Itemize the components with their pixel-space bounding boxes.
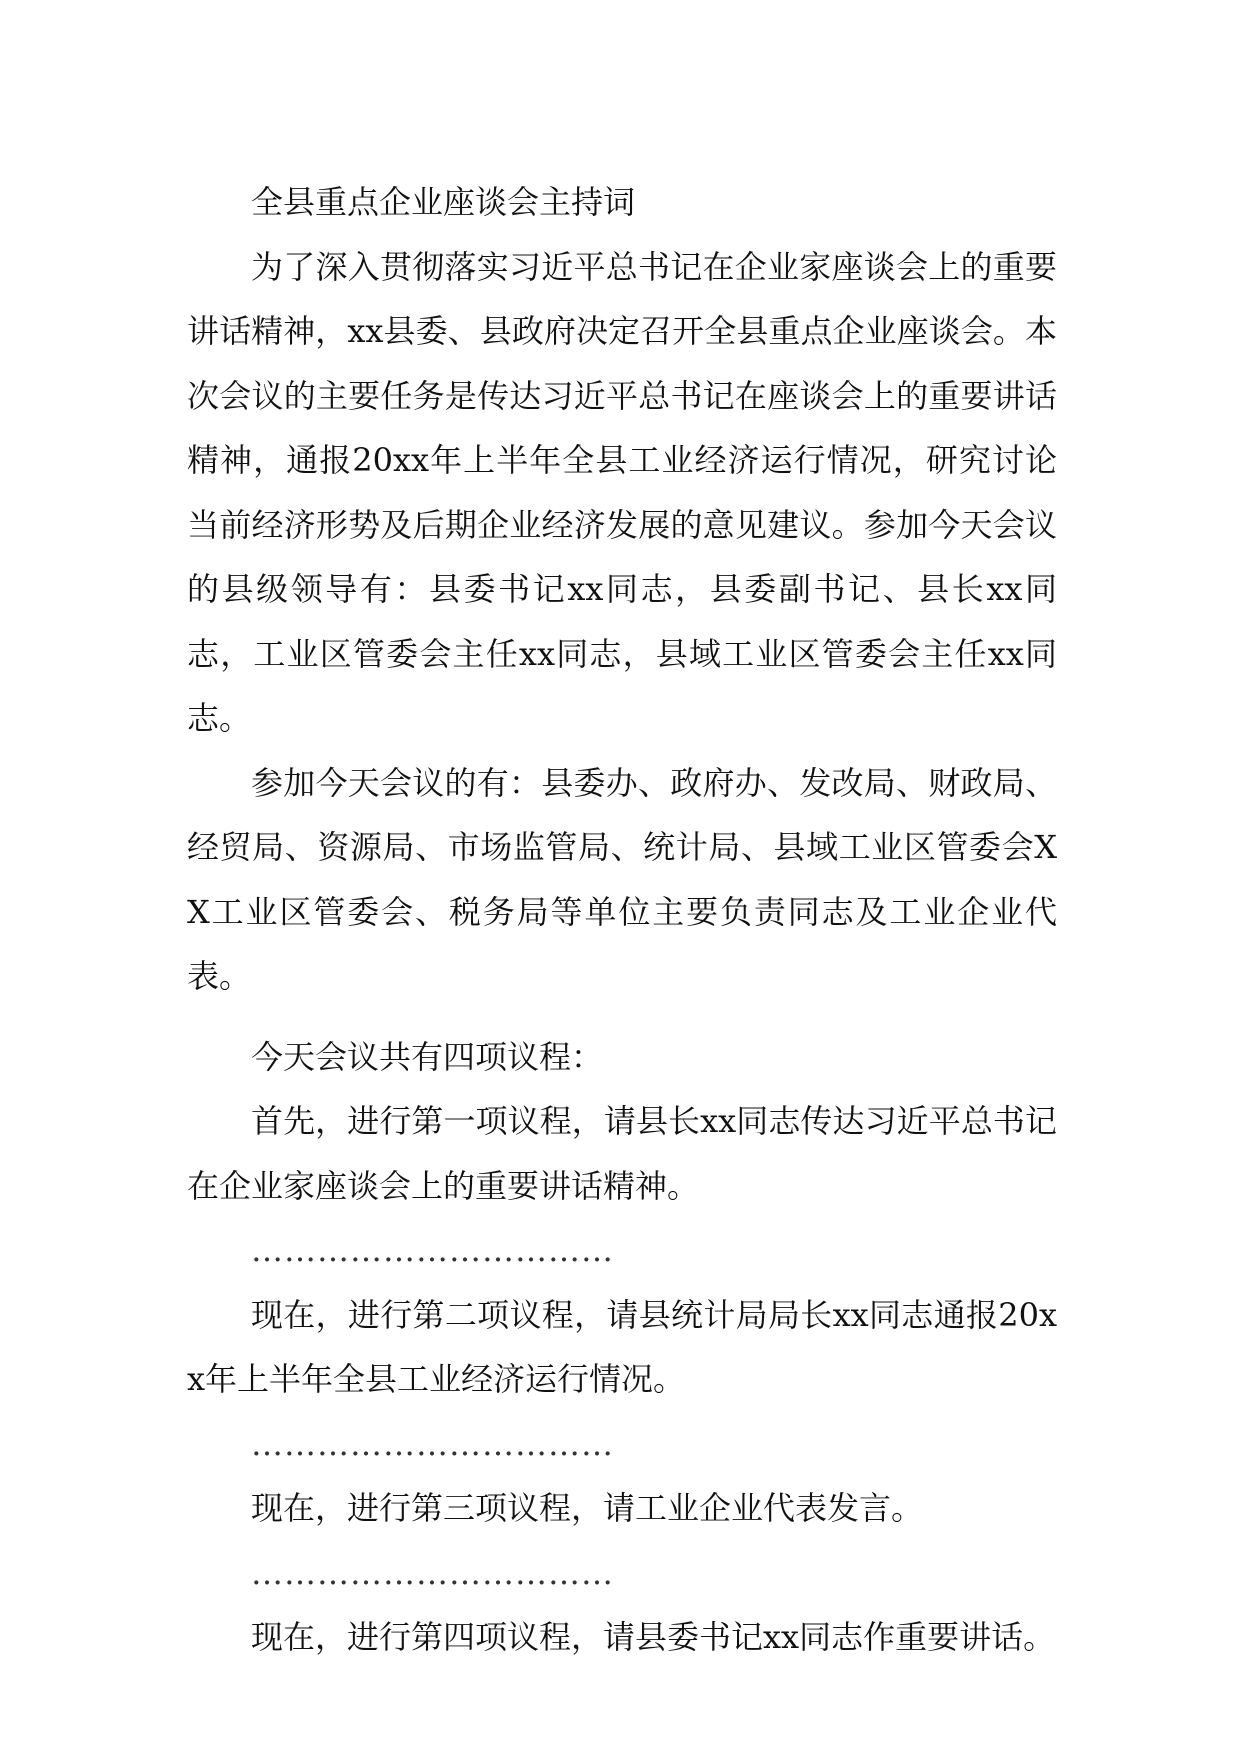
paragraph-agenda-item-1: 首先，进行第一项议程，请县长xx同志传达习近平总书记在企业家座谈会上的重要讲话精神。: [187, 1102, 1057, 1205]
paragraph-agenda-item-4: 现在，进行第四项议程，请县委书记xx同志作重要讲话。: [251, 1618, 1056, 1656]
paragraph-agenda-item-2: 现在，进行第二项议程，请县统计局局长xx同志通报20xx年上半年全县工业经济运行情况。: [187, 1295, 1057, 1398]
paragraph-attendees: 参加今天会议的有：县委办、政府办、发改局、财政局、经贸局、资源局、市场监管局、统计局、县域工业区管委会XX工业区管委会、税务局等单位主要负责同志及工业企业代表。: [187, 763, 1057, 995]
document-body: [187, 170, 1057, 1670]
ellipsis-separator: ……………………………: [251, 1231, 614, 1269]
paragraph-agenda-item-3: 现在，进行第三项议程，请工业企业代表发言。: [251, 1489, 924, 1527]
document-title: 全县重点企业座谈会主持词: [251, 183, 636, 221]
paragraph-agenda-intro: 今天会议共有四项议程：: [251, 1037, 604, 1076]
ellipsis-separator: ……………………………: [251, 1553, 614, 1592]
paragraph-intro: 为了深入贯彻落实习近平总书记在企业家座谈会上的重要讲话精神，xx县委、县政府决定召开全县重点企业座谈会。本次会议的主要任务是传达习近平总书记在座谈会上的重要讲话精神，通报20xx年上半年全县工业经济运行情况，研究讨论当前经济形势及后期企业经济发展的意见建议。参加今天会议的县级领导有：县委书记xx同志，县委副书记、县长xx同志，工业区管委会主任xx同志，县域工业区管委会主任xx同志。: [187, 247, 1057, 737]
ellipsis-separator: ……………………………: [251, 1424, 614, 1463]
